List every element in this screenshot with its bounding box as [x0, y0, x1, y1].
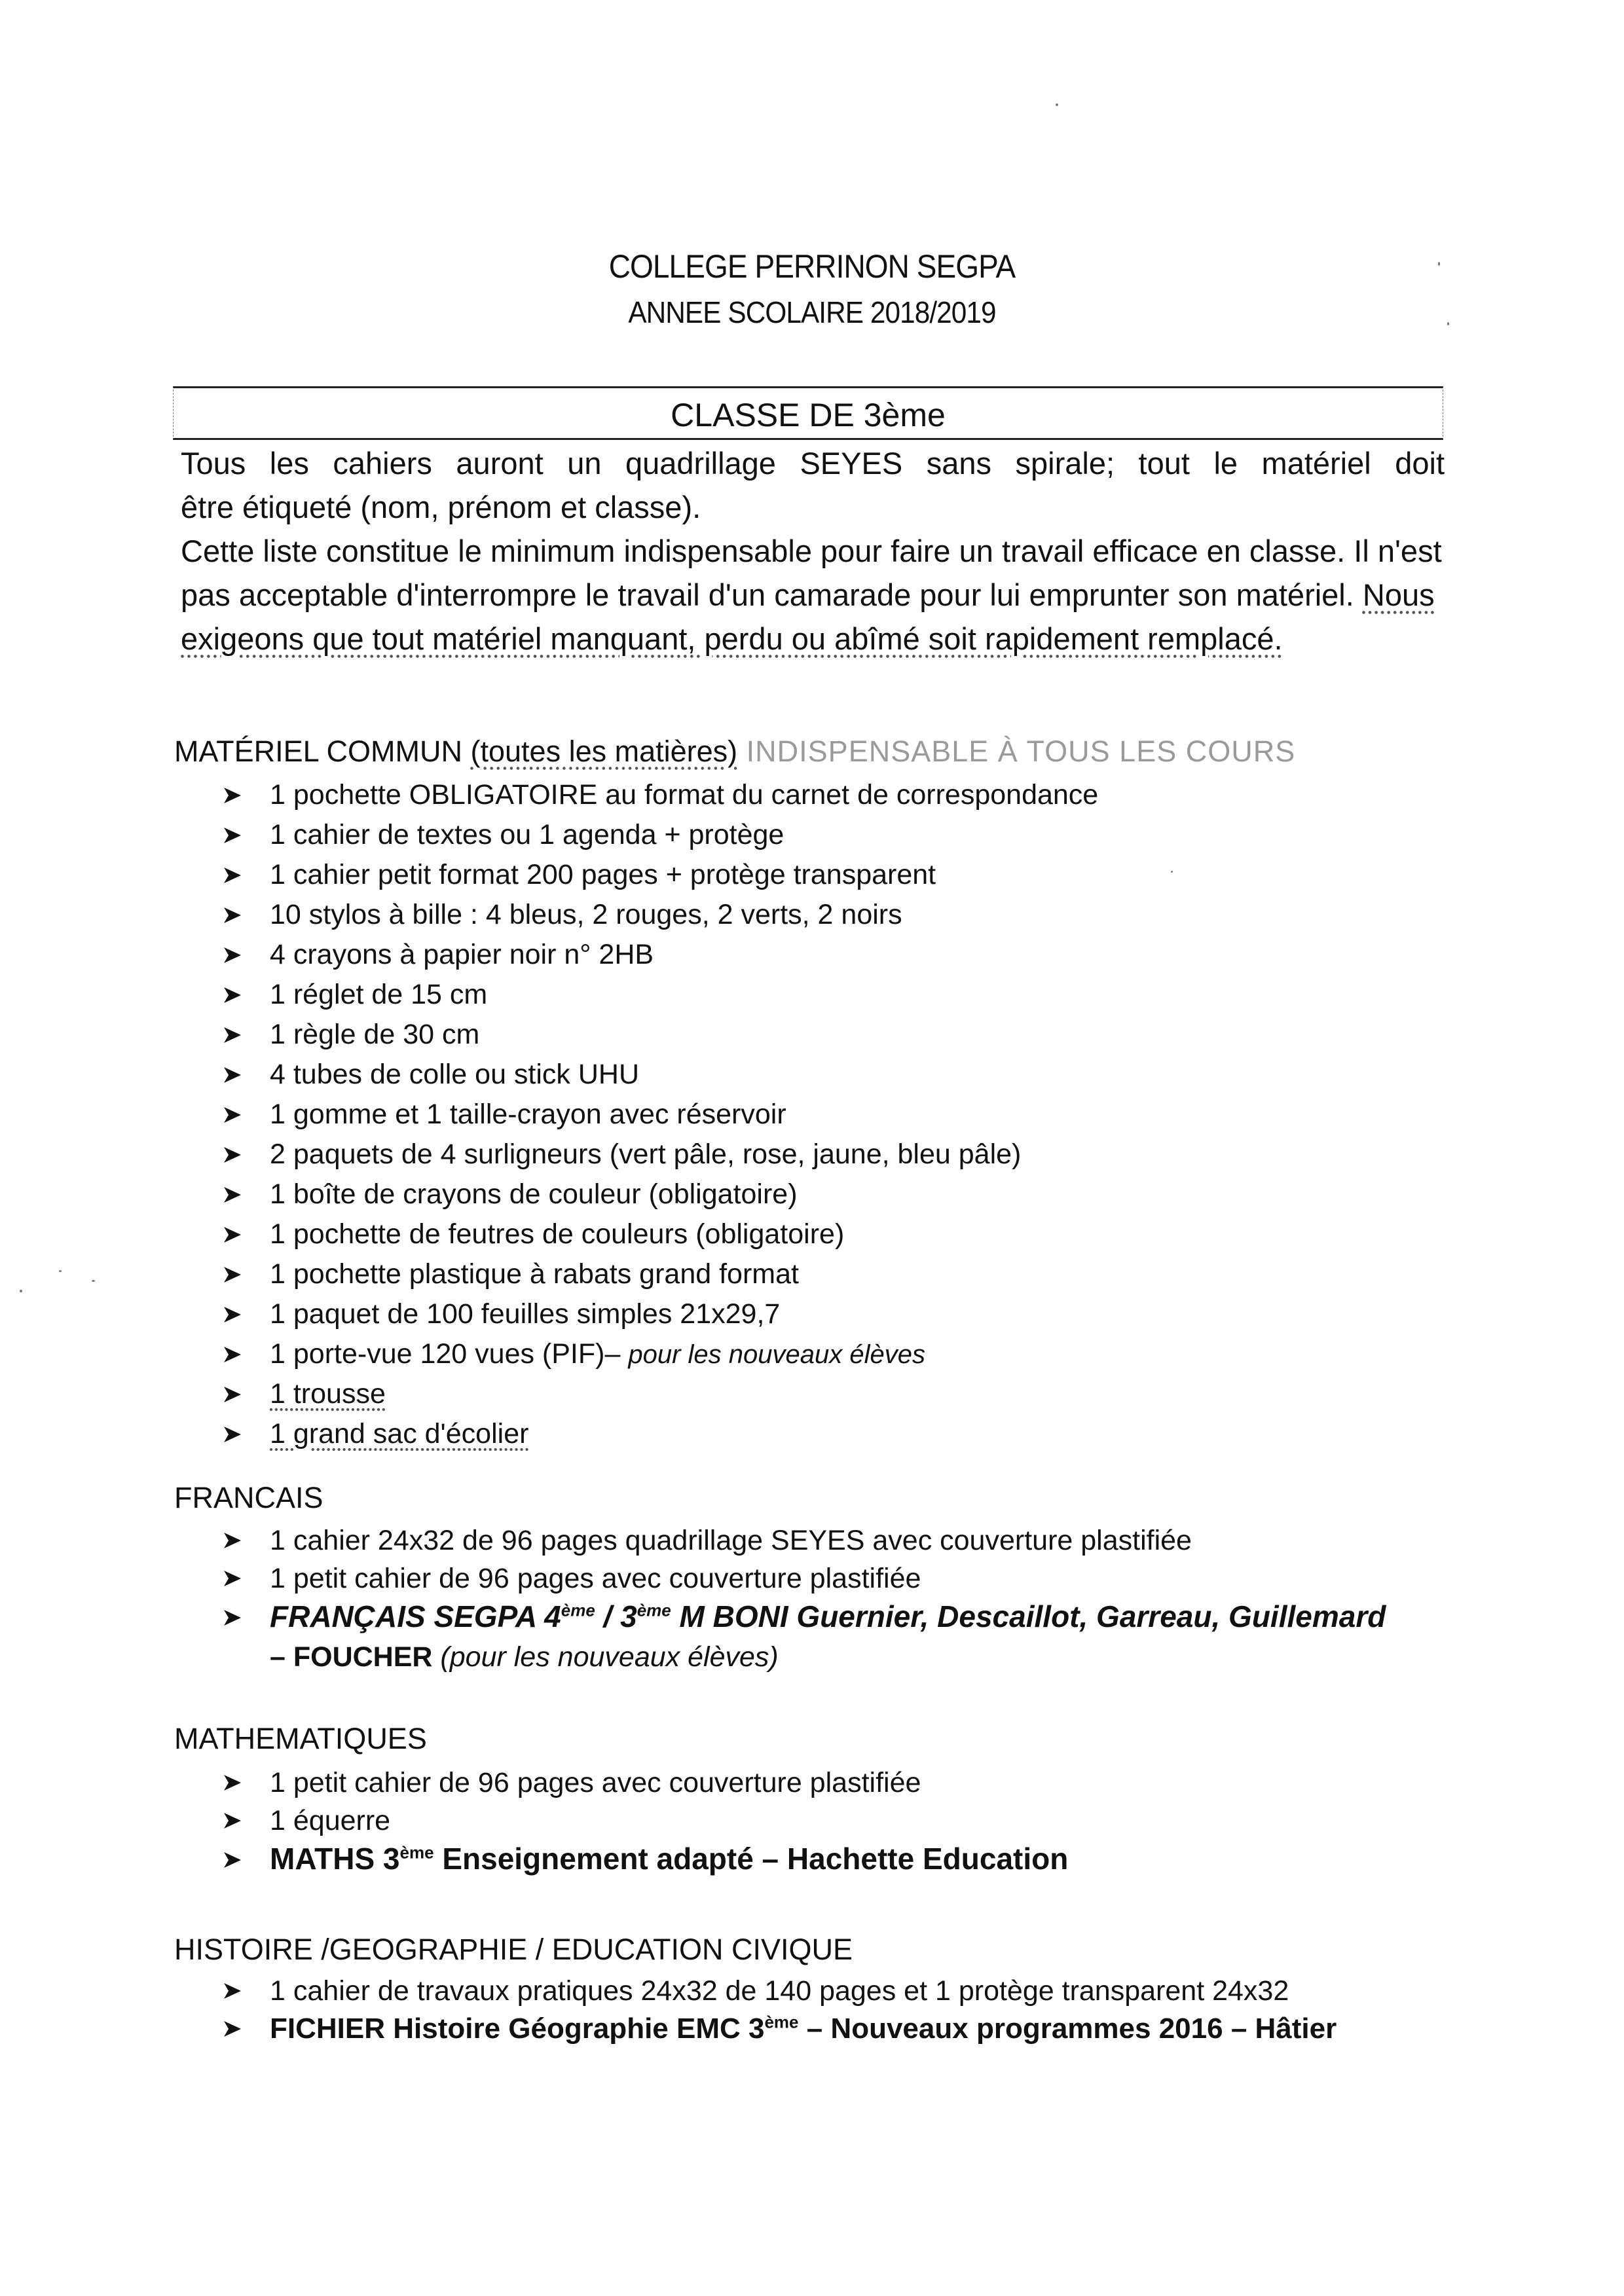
- section-heading-common: MATÉRIEL COMMUN (toutes les matières) INDISPENSABLE À TOUS LES COURS: [174, 735, 1296, 768]
- list-item: 1 paquet de 100 feuilles simples 21x29,7: [223, 1294, 1098, 1334]
- section-heading-maths: MATHEMATIQUES: [174, 1722, 427, 1755]
- intro-text: [181, 441, 1445, 661]
- arrow-bullet-icon: [223, 1414, 249, 1454]
- scan-speck: [59, 1270, 62, 1272]
- list-item-textbook: FRANÇAIS SEGPA 4ème / 3ème M BONI Guernier, Descaillot, Garreau, Guillemard: [223, 1597, 1386, 1638]
- arrow-bullet-icon: [223, 1055, 249, 1095]
- arrow-bullet-icon: [223, 1764, 249, 1802]
- arrow-bullet-icon: [223, 935, 249, 975]
- arrow-bullet-icon: [223, 1840, 249, 1880]
- arrow-bullet-icon: [223, 775, 249, 815]
- list-item: 2 paquets de 4 surligneurs (vert pâle, rose, jaune, bleu pâle): [223, 1135, 1098, 1175]
- arrow-bullet-icon: [223, 855, 249, 895]
- arrow-bullet-icon: [223, 1374, 249, 1414]
- class-title-box: [173, 386, 1443, 440]
- list-item: 1 équerre: [223, 1802, 1068, 1840]
- list-item: 1 petit cahier de 96 pages avec couverture plastifiée: [223, 1764, 1068, 1802]
- maths-supplies-list: [223, 1764, 1068, 1880]
- list-item: 1 grand sac d'écolier: [223, 1414, 1098, 1454]
- common-supplies-list: [223, 775, 1098, 1454]
- scan-speck: [1447, 322, 1449, 325]
- list-item: 10 stylos à bille : 4 bleus, 2 rouges, 2 verts, 2 noirs: [223, 895, 1098, 935]
- list-item: 1 porte-vue 120 vues (PIF)– pour les nouveaux élèves: [223, 1334, 1098, 1374]
- list-item-textbook: MATHS 3ème Enseignement adapté – Hachette Education: [223, 1840, 1068, 1880]
- list-item: 4 crayons à papier noir n° 2HB: [223, 935, 1098, 975]
- new-students-note: pour les nouveaux élèves: [628, 1340, 925, 1369]
- list-item: 1 gomme et 1 taille-crayon avec réservoir: [223, 1095, 1098, 1135]
- scan-speck: [1056, 103, 1058, 106]
- arrow-bullet-icon: [223, 815, 249, 855]
- arrow-bullet-icon: [223, 1214, 249, 1254]
- arrow-bullet-icon: [223, 1015, 249, 1055]
- list-item-textbook-cont: – FOUCHER (pour les nouveaux élèves): [270, 1641, 779, 1673]
- scan-speck: [1171, 871, 1173, 873]
- list-item: 1 pochette OBLIGATOIRE au format du carnet de correspondance: [223, 775, 1098, 815]
- arrow-bullet-icon: [223, 1802, 249, 1840]
- list-item: 1 trousse: [223, 1374, 1098, 1414]
- histoire-supplies-list: [223, 1972, 1337, 2048]
- arrow-bullet-icon: [223, 1095, 249, 1135]
- school-year: ANNEE SCOLAIRE 2018/2019: [628, 295, 996, 329]
- arrow-bullet-icon: [223, 895, 249, 935]
- intro-paragraph-2: Cette liste constitue le minimum indispensable pour faire un travail efficace en classe. Il n'est pas acceptable d'interrompre le travail d'un camarade pour lui emprunter son matériel. Nous exigeons que tout matériel manquant, perdu ou abîmé soit rapidement remplacé.: [181, 534, 1442, 656]
- intro-line-2: être étiqueté (nom, prénom et classe).: [181, 490, 701, 524]
- list-item: 1 réglet de 15 cm: [223, 975, 1098, 1015]
- list-item: 1 règle de 30 cm: [223, 1015, 1098, 1055]
- francais-supplies-list: [223, 1522, 1386, 1676]
- arrow-bullet-icon: [223, 1597, 249, 1638]
- arrow-bullet-icon: [223, 1135, 249, 1175]
- list-item: 1 cahier de travaux pratiques 24x32 de 140 pages et 1 protège transparent 24x32: [223, 1972, 1337, 2010]
- list-item: 1 pochette plastique à rabats grand format: [223, 1254, 1098, 1294]
- list-item: 1 boîte de crayons de couleur (obligatoire): [223, 1175, 1098, 1214]
- list-item-textbook: FICHIER Histoire Géographie EMC 3ème – Nouveaux programmes 2016 – Hâtier: [223, 2010, 1337, 2048]
- arrow-bullet-icon: [223, 1294, 249, 1334]
- arrow-bullet-icon: [223, 1175, 249, 1214]
- list-item: 4 tubes de colle ou stick UHU: [223, 1055, 1098, 1095]
- arrow-bullet-icon: [223, 1334, 249, 1374]
- arrow-bullet-icon: [223, 975, 249, 1015]
- school-title: COLLEGE PERRINON SEGPA: [608, 248, 1016, 285]
- section-heading-francais: FRANCAIS: [174, 1481, 323, 1514]
- scan-speck: [92, 1280, 95, 1282]
- arrow-bullet-icon: [223, 1522, 249, 1559]
- list-item: 1 pochette de feutres de couleurs (obligatoire): [223, 1214, 1098, 1254]
- list-item: 1 cahier de textes ou 1 agenda + protège: [223, 815, 1098, 855]
- intro-line-1: Tous les cahiers auront un quadrillage SEYES sans spirale; tout le matériel doit: [181, 446, 1445, 481]
- section-heading-histoire: HISTOIRE /GEOGRAPHIE / EDUCATION CIVIQUE: [174, 1933, 853, 1966]
- class-title: CLASSE DE 3ème: [671, 397, 946, 433]
- arrow-bullet-icon: [223, 1254, 249, 1294]
- arrow-bullet-icon: [223, 1559, 249, 1597]
- scan-speck: [20, 1290, 22, 1292]
- indispensable-note: INDISPENSABLE À TOUS LES COURS: [737, 735, 1296, 768]
- list-item: 1 petit cahier de 96 pages avec couverture plastifiée: [223, 1559, 1386, 1597]
- list-item: 1 cahier 24x32 de 96 pages quadrillage SEYES avec couverture plastifiée: [223, 1522, 1386, 1559]
- replacement-requirement: Nous exigeons que tout matériel manquant, perdu ou abîmé soit rapidement remplacé.: [181, 577, 1435, 656]
- arrow-bullet-icon: [223, 2010, 249, 2048]
- list-item: 1 cahier petit format 200 pages + protège transparent: [223, 855, 1098, 895]
- arrow-bullet-icon: [223, 1972, 249, 2010]
- scan-speck: [1438, 262, 1440, 266]
